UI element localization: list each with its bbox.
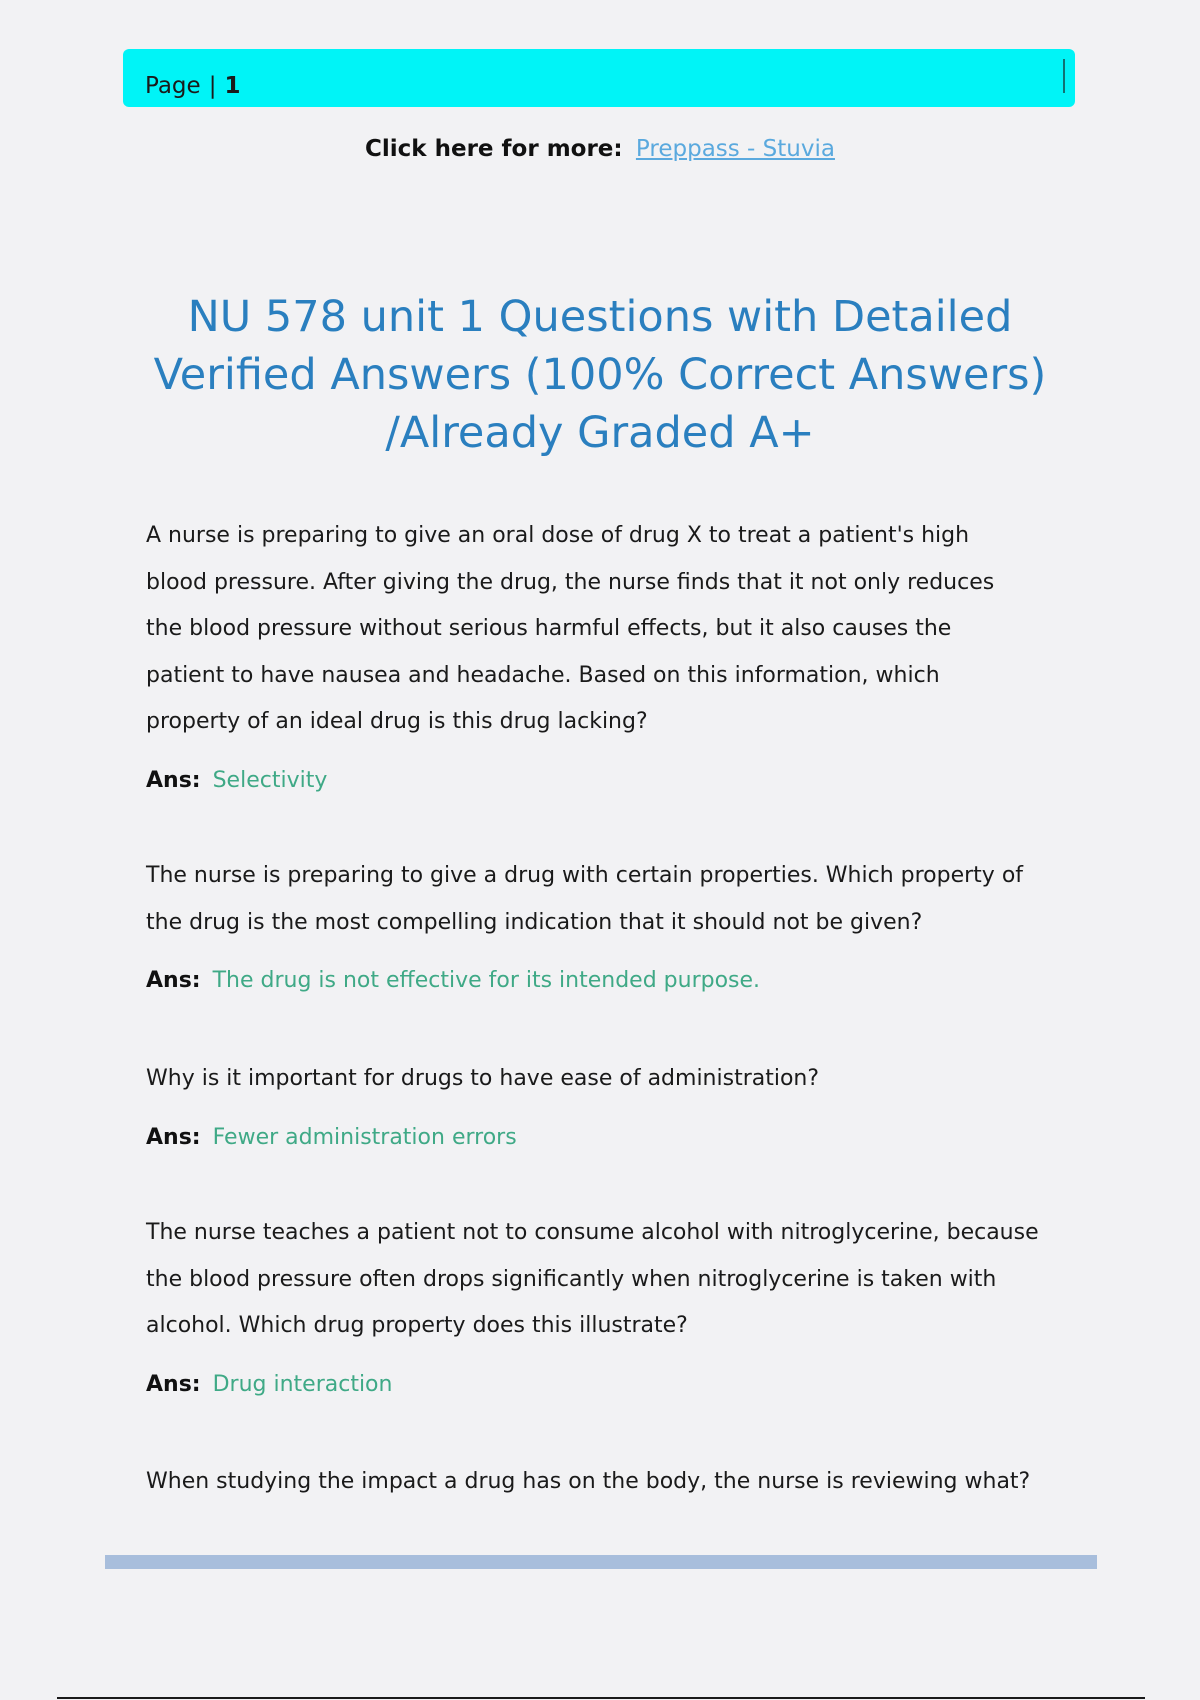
preppass-stuvia-link[interactable]: Preppass - Stuvia: [635, 136, 835, 162]
page-word: Page: [145, 73, 201, 99]
qa-item-5: [146, 1459, 1066, 1506]
document-title: [120, 288, 1080, 462]
answer-line: [146, 1365, 1066, 1405]
answer-label: Ans:: [146, 1124, 201, 1150]
footer-divider-bar: [105, 1555, 1097, 1569]
question-text: The nurse teaches a patient not to consume alcohol with nitroglycerine, because the blood pressure often drops significantly when nitroglycerine is taken with alcohol. Which drug property does this illustrate?: [146, 1220, 1039, 1338]
answer-label: Ans:: [146, 1371, 201, 1397]
answer-text: The drug is not effective for its intended purpose.: [212, 968, 761, 993]
page-number-label: [145, 72, 240, 100]
answer-line: [146, 961, 1066, 1001]
qa-item-4: [146, 1210, 1066, 1405]
header-edge-mark: [1063, 59, 1065, 93]
page-separator: |: [208, 73, 217, 99]
answer-text: Selectivity: [212, 767, 328, 793]
more-label: Click here for more:: [365, 136, 623, 162]
answer-line: [146, 761, 1066, 801]
title-line-3: /Already Graded A+: [385, 408, 815, 458]
page-number: 1: [224, 73, 241, 99]
title-line-1: NU 578 unit 1 Questions with Detailed: [187, 292, 1013, 342]
page-header-bar: [123, 49, 1075, 107]
qa-item-2: [146, 853, 1066, 1001]
more-link-line: [0, 134, 1200, 164]
answer-text: Fewer administration errors: [212, 1124, 517, 1150]
question-text: When studying the impact a drug has on the body, the nurse is reviewing what?: [146, 1469, 1031, 1494]
question-text: A nurse is preparing to give an oral dose of drug X to treat a patient's high blood pressure. After giving the drug, the nurse finds that it not only reduces the blood pressure without serious harmful effects, but it also causes the patient to have nausea and headache. Based on this information, which property of an ideal drug is this drug lacking?: [146, 523, 995, 734]
question-text: Why is it important for drugs to have ease of administration?: [146, 1066, 820, 1091]
answer-line: [146, 1118, 1066, 1158]
answer-label: Ans:: [146, 968, 201, 993]
title-line-2: Verified Answers (100% Correct Answers): [153, 350, 1047, 400]
answer-text: Drug interaction: [212, 1371, 393, 1397]
qa-item-3: [146, 1056, 1066, 1158]
bottom-rule: [57, 1697, 1145, 1699]
qa-item-1: [146, 513, 1066, 801]
question-text: The nurse is preparing to give a drug with certain properties. Which property of the drug is the most compelling indication that it should not be given?: [146, 863, 1024, 935]
answer-label: Ans:: [146, 767, 201, 793]
